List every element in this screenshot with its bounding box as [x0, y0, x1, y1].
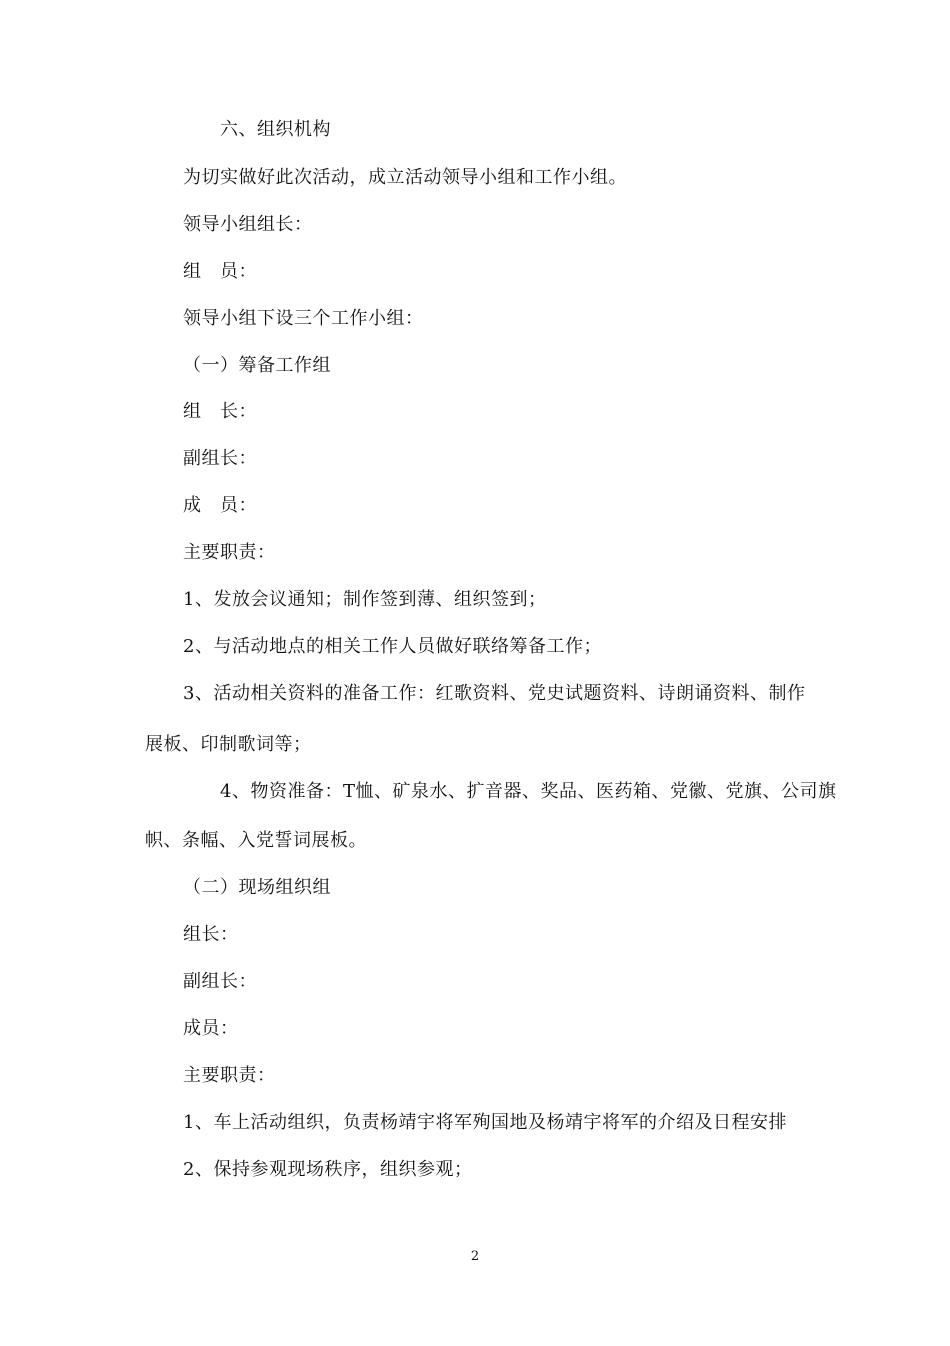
- paragraph: 成 员：: [183, 495, 257, 516]
- list-item-continuation: 帜、条幅、入党誓词展板。: [145, 830, 367, 851]
- paragraph: 领导小组组长：: [183, 214, 313, 235]
- list-item: 4、物资准备：T恤、矿泉水、扩音器、奖品、医药箱、党徽、党旗、公司旗: [220, 781, 837, 802]
- list-item: 3、活动相关资料的准备工作：红歌资料、党史试题资料、诗朗诵资料、制作: [183, 683, 806, 704]
- list-item: 1、发放会议通知；制作签到薄、组织签到；: [183, 589, 547, 610]
- paragraph: 副组长：: [183, 971, 257, 992]
- paragraph: 主要职责：: [183, 1065, 276, 1086]
- subsection-heading: （一）筹备工作组: [183, 355, 331, 376]
- paragraph: 组 员：: [183, 261, 257, 282]
- list-item-continuation: 展板、印制歌词等；: [145, 734, 312, 755]
- paragraph: 领导小组下设三个工作小组：: [183, 308, 424, 329]
- paragraph: 组长：: [183, 924, 239, 945]
- paragraph: 成员：: [183, 1018, 239, 1039]
- subsection-heading: （二）现场组织组: [183, 877, 331, 898]
- paragraph: 为切实做好此次活动，成立活动领导小组和工作小组。: [183, 167, 627, 188]
- list-item: 1、车上活动组织，负责杨靖宇将军殉国地及杨靖宇将军的介绍及日程安排: [183, 1112, 787, 1133]
- paragraph: 主要职责：: [183, 542, 276, 563]
- paragraph: 组 长：: [183, 401, 257, 422]
- page-number: 2: [470, 1249, 480, 1264]
- list-item: 2、与活动地点的相关工作人员做好联络筹备工作；: [183, 636, 602, 657]
- section-heading: 六、组织机构: [220, 119, 331, 140]
- paragraph: 副组长：: [183, 448, 257, 469]
- list-item: 2、保持参观现场秩序，组织参观；: [183, 1159, 473, 1180]
